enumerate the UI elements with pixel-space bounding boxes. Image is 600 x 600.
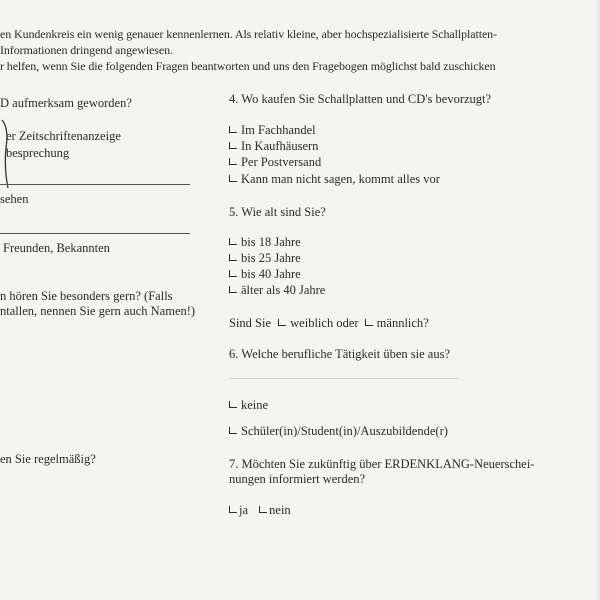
q5-option-1-label: bis 18 Jahre xyxy=(241,235,301,249)
question-4: 4. Wo kaufen Sie Schallplatten und CD's bevorzugt? xyxy=(229,92,492,106)
q5-option-3[interactable] xyxy=(229,267,301,281)
q6-option-none-label: keine xyxy=(241,398,269,412)
checkbox-icon[interactable] xyxy=(229,427,237,434)
question-7-line-2: nungen informiert werden? xyxy=(229,472,366,486)
q5-option-1[interactable] xyxy=(229,235,301,249)
scan-edge xyxy=(594,0,600,600)
checkbox-icon[interactable] xyxy=(229,126,237,133)
q4-option-2[interactable] xyxy=(229,139,318,153)
checkbox-icon[interactable] xyxy=(259,506,267,513)
checkbox-icon[interactable] xyxy=(229,270,237,277)
intro-line-1: en Kundenkreis ein wenig genauer kennenlernen. Als relativ kleine, aber hochspezialisierte Schallplatten- xyxy=(0,27,497,41)
checkbox-icon[interactable] xyxy=(229,254,237,261)
checkbox-icon[interactable] xyxy=(229,142,237,149)
intro-line-2: Informationen dringend angewiesen. xyxy=(0,43,173,57)
gender-male-label: männlich? xyxy=(376,316,429,330)
q5-option-2-label: bis 25 Jahre xyxy=(241,251,301,265)
checkbox-icon[interactable] xyxy=(229,158,237,165)
question-1-fragment: D aufmerksam geworden? xyxy=(0,96,132,110)
question-2-line-2: ntallen, nennen Sie gern auch Namen!) xyxy=(0,304,196,318)
checkbox-icon[interactable] xyxy=(278,319,286,326)
checkbox-icon[interactable] xyxy=(229,401,237,408)
intro-line-3: r helfen, wenn Sie die folgenden Fragen beantworten und uns den Fragebogen möglichst bald zuschicken xyxy=(0,59,496,73)
q4-option-1[interactable] xyxy=(229,123,316,137)
q1-write-line-1[interactable] xyxy=(0,184,190,185)
q4-option-4-label: Kann man nicht sagen, kommt alles vor xyxy=(241,172,440,186)
checkbox-icon[interactable] xyxy=(229,175,237,182)
q1-option-review[interactable]: besprechung xyxy=(6,146,70,160)
q6-write-line[interactable] xyxy=(229,378,459,379)
gender-female-label: weiblich oder xyxy=(290,316,359,330)
q7-yes-label[interactable]: ja xyxy=(239,503,249,517)
question-7-line-1: 7. Möchten Sie zukünftig über ERDENKLANG-Neuerschei- xyxy=(229,457,535,471)
question-5: 5. Wie alt sind Sie? xyxy=(229,205,326,219)
bracket-mark-icon xyxy=(0,118,12,190)
q4-option-1-label: Im Fachhandel xyxy=(241,123,316,137)
question-3-fragment: en Sie regelmäßig? xyxy=(0,452,96,466)
q5-option-3-label: bis 40 Jahre xyxy=(241,267,301,281)
q5-option-2[interactable] xyxy=(229,251,301,265)
question-6: 6. Welche berufliche Tätigkeit üben sie aus? xyxy=(229,347,451,361)
q1-option-magazine[interactable]: er Zeitschriftenanzeige xyxy=(6,129,121,143)
q5-option-4-label: älter als 40 Jahre xyxy=(241,283,326,297)
q1-option-seen[interactable]: sehen xyxy=(0,192,29,206)
q6-option-student[interactable] xyxy=(229,424,448,438)
q4-option-2-label: In Kaufhäusern xyxy=(241,139,319,153)
question-2-line-1: n hören Sie besonders gern? (Falls xyxy=(0,289,173,303)
checkbox-icon[interactable] xyxy=(229,286,237,293)
checkbox-icon[interactable] xyxy=(365,319,373,326)
q5-option-4[interactable] xyxy=(229,283,325,297)
checkbox-icon[interactable] xyxy=(229,238,237,245)
checkbox-icon[interactable] xyxy=(229,506,237,513)
q7-options xyxy=(229,503,291,517)
q1-option-friends[interactable]: Freunden, Bekannten xyxy=(3,241,110,255)
q6-option-student-label: Schüler(in)/Student(in)/Auszubildende(r) xyxy=(241,424,448,438)
q4-option-3[interactable] xyxy=(229,155,321,169)
gender-question xyxy=(229,316,429,330)
q1-write-line-2[interactable] xyxy=(0,233,190,234)
q4-option-3-label: Per Postversand xyxy=(241,155,322,169)
q7-no-label[interactable]: nein xyxy=(269,503,291,517)
q4-option-4[interactable] xyxy=(229,172,440,186)
gender-prefix: Sind Sie xyxy=(229,316,272,330)
q6-option-none[interactable] xyxy=(229,398,268,412)
